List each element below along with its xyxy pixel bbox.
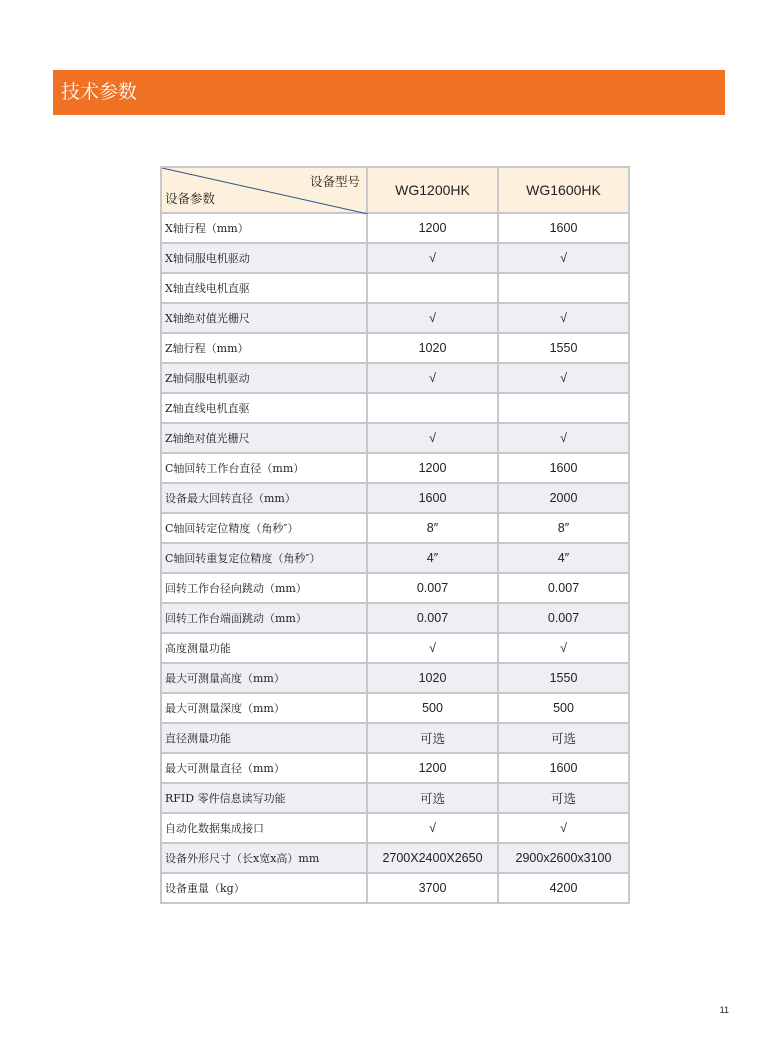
row-value-model-2: 2900x2600x3100 bbox=[498, 843, 629, 873]
row-value-model-2: 0.007 bbox=[498, 603, 629, 633]
row-value-model-2: 1550 bbox=[498, 663, 629, 693]
row-value-model-1: 1200 bbox=[367, 753, 498, 783]
row-value-model-1: √ bbox=[367, 243, 498, 273]
row-value-model-2: √ bbox=[498, 303, 629, 333]
table-row bbox=[161, 873, 629, 903]
row-label: 最大可测量深度（mm） bbox=[161, 693, 367, 723]
row-label: RFID 零件信息读写功能 bbox=[161, 783, 367, 813]
table-row bbox=[161, 243, 629, 273]
page-number: 11 bbox=[719, 1005, 729, 1015]
table-row bbox=[161, 453, 629, 483]
row-value-model-1: √ bbox=[367, 363, 498, 393]
table-row bbox=[161, 783, 629, 813]
row-value-model-2: 8″ bbox=[498, 513, 629, 543]
row-label: 回转工作台径向跳动（mm） bbox=[161, 573, 367, 603]
table-row bbox=[161, 573, 629, 603]
row-value-model-1: 0.007 bbox=[367, 603, 498, 633]
row-value-model-2: √ bbox=[498, 633, 629, 663]
corner-cell bbox=[161, 167, 367, 213]
row-value-model-1: 4″ bbox=[367, 543, 498, 573]
row-label: 回转工作台端面跳动（mm） bbox=[161, 603, 367, 633]
model-header-1: WG1200HK bbox=[367, 167, 498, 213]
table-row bbox=[161, 393, 629, 423]
spec-table bbox=[160, 166, 630, 904]
table-row bbox=[161, 723, 629, 753]
row-value-model-2: 可选 bbox=[498, 723, 629, 753]
table-row bbox=[161, 843, 629, 873]
row-value-model-1: 1020 bbox=[367, 663, 498, 693]
row-value-model-2: 可选 bbox=[498, 783, 629, 813]
row-label: Z轴绝对值光栅尺 bbox=[161, 423, 367, 453]
row-value-model-1: 3700 bbox=[367, 873, 498, 903]
row-value-model-2: 500 bbox=[498, 693, 629, 723]
row-value-model-2: √ bbox=[498, 363, 629, 393]
row-label: Z轴直线电机直驱 bbox=[161, 393, 367, 423]
row-value-model-1 bbox=[367, 273, 498, 303]
corner-model-label: 设备型号 bbox=[309, 174, 360, 189]
row-value-model-2: 4200 bbox=[498, 873, 629, 903]
row-label: 设备最大回转直径（mm） bbox=[161, 483, 367, 513]
row-label: X轴绝对值光栅尺 bbox=[161, 303, 367, 333]
table-row bbox=[161, 603, 629, 633]
row-value-model-2: 1550 bbox=[498, 333, 629, 363]
row-value-model-1: 1200 bbox=[367, 213, 498, 243]
table-row bbox=[161, 663, 629, 693]
row-label: X轴直线电机直驱 bbox=[161, 273, 367, 303]
row-value-model-2: √ bbox=[498, 423, 629, 453]
row-label: C轴回转定位精度（角秒″） bbox=[161, 513, 367, 543]
row-value-model-1: √ bbox=[367, 423, 498, 453]
row-label: 设备重量（kg） bbox=[161, 873, 367, 903]
table-row bbox=[161, 273, 629, 303]
row-value-model-2: √ bbox=[498, 813, 629, 843]
row-label: Z轴行程（mm） bbox=[161, 333, 367, 363]
row-value-model-2: 4″ bbox=[498, 543, 629, 573]
row-value-model-1: √ bbox=[367, 633, 498, 663]
row-value-model-2: 1600 bbox=[498, 753, 629, 783]
row-label: 自动化数据集成接口 bbox=[161, 813, 367, 843]
row-value-model-1: √ bbox=[367, 813, 498, 843]
row-label: C轴回转重复定位精度（角秒″） bbox=[161, 543, 367, 573]
table-row bbox=[161, 543, 629, 573]
corner-param-label: 设备参数 bbox=[165, 191, 216, 206]
table-row bbox=[161, 813, 629, 843]
row-label: 设备外形尺寸（长x宽x高）mm bbox=[161, 843, 367, 873]
row-value-model-1: 1020 bbox=[367, 333, 498, 363]
row-value-model-1: 8″ bbox=[367, 513, 498, 543]
row-value-model-2 bbox=[498, 393, 629, 423]
row-label: 最大可测量直径（mm） bbox=[161, 753, 367, 783]
row-value-model-2: 0.007 bbox=[498, 573, 629, 603]
row-label: X轴行程（mm） bbox=[161, 213, 367, 243]
row-value-model-2 bbox=[498, 273, 629, 303]
table-row bbox=[161, 483, 629, 513]
row-value-model-1: 2700X2400X2650 bbox=[367, 843, 498, 873]
row-value-model-2: 1600 bbox=[498, 213, 629, 243]
table-row bbox=[161, 363, 629, 393]
table-row bbox=[161, 303, 629, 333]
table-row bbox=[161, 213, 629, 243]
table-row bbox=[161, 753, 629, 783]
row-value-model-2: 2000 bbox=[498, 483, 629, 513]
table-row bbox=[161, 633, 629, 663]
row-label: Z轴伺服电机驱动 bbox=[161, 363, 367, 393]
row-value-model-1: √ bbox=[367, 303, 498, 333]
row-value-model-1 bbox=[367, 393, 498, 423]
table-row bbox=[161, 693, 629, 723]
row-value-model-2: 1600 bbox=[498, 453, 629, 483]
row-label: 最大可测量高度（mm） bbox=[161, 663, 367, 693]
table-row bbox=[161, 423, 629, 453]
row-label: 直径测量功能 bbox=[161, 723, 367, 753]
table-row bbox=[161, 333, 629, 363]
section-banner bbox=[53, 70, 725, 115]
section-title: 技术参数 bbox=[61, 81, 138, 103]
row-label: X轴伺服电机驱动 bbox=[161, 243, 367, 273]
table-row bbox=[161, 513, 629, 543]
row-value-model-1: 可选 bbox=[367, 783, 498, 813]
model-header-2: WG1600HK bbox=[498, 167, 629, 213]
row-value-model-1: 1200 bbox=[367, 453, 498, 483]
table-header-row bbox=[161, 167, 629, 213]
row-label: C轴回转工作台直径（mm） bbox=[161, 453, 367, 483]
row-label: 高度测量功能 bbox=[161, 633, 367, 663]
row-value-model-1: 500 bbox=[367, 693, 498, 723]
row-value-model-1: 可选 bbox=[367, 723, 498, 753]
row-value-model-1: 0.007 bbox=[367, 573, 498, 603]
row-value-model-1: 1600 bbox=[367, 483, 498, 513]
row-value-model-2: √ bbox=[498, 243, 629, 273]
